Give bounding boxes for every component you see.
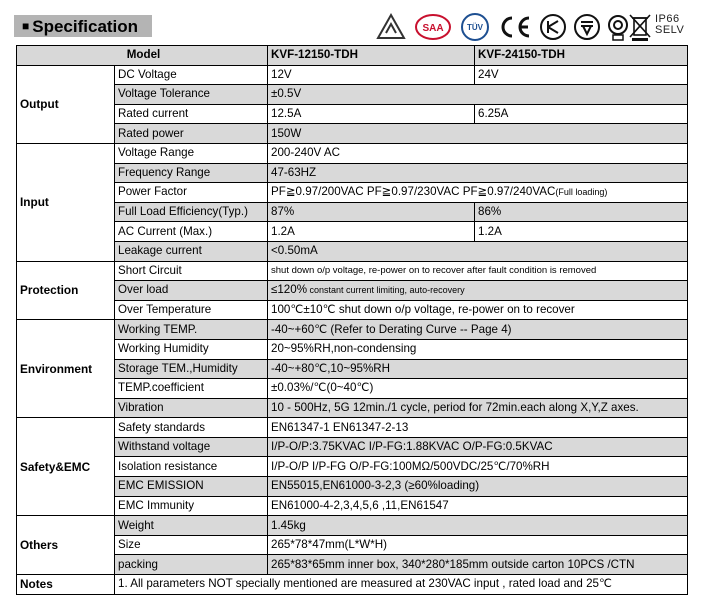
table-row <box>17 575 688 595</box>
bullet-square-icon: ■ <box>22 19 30 33</box>
row-label: EMC Immunity <box>115 496 268 516</box>
row-label: Working TEMP. <box>115 320 268 340</box>
row-label: Voltage Range <box>115 143 268 163</box>
row-value: 1.2A <box>475 222 688 242</box>
row-value: 265*83*65mm inner box, 340*280*185mm outside carton 10PCS /CTN <box>268 555 688 575</box>
row-value: 6.25A <box>475 104 688 124</box>
svg-text:TÜV: TÜV <box>467 23 483 32</box>
row-value: 87% <box>268 202 475 222</box>
group-protection: Protection <box>17 261 115 320</box>
spec-header <box>14 12 692 42</box>
group-output: Output <box>17 65 115 143</box>
row-value: 10 - 500Hz, 5G 12min./1 cycle, period for 72min.each along X,Y,Z axes. <box>268 398 688 418</box>
row-value: EN61000-4-2,3,4,5,6 ,11,EN61547 <box>268 496 688 516</box>
model-b-header: KVF-24150-TDH <box>475 46 688 66</box>
row-value: 265*78*47mm(L*W*H) <box>268 535 688 555</box>
row-value: 150W <box>268 124 688 144</box>
row-value: 47-63HZ <box>268 163 688 183</box>
lamp-circle-icon <box>572 12 602 42</box>
specification-table <box>16 45 688 595</box>
row-label: TEMP.coefficient <box>115 379 268 399</box>
row-value: -40~+80℃,10~95%RH <box>268 359 688 379</box>
group-environment: Environment <box>17 320 115 418</box>
row-value: 1.2A <box>268 222 475 242</box>
row-label: EMC EMISSION <box>115 477 268 497</box>
table-header-row <box>17 46 688 66</box>
group-notes: Notes <box>17 575 115 595</box>
row-value: 24V <box>475 65 688 85</box>
title-bar <box>14 15 152 37</box>
row-label: Rated power <box>115 124 268 144</box>
row-value: 12.5A <box>268 104 475 124</box>
group-input: Input <box>17 143 115 261</box>
row-label: AC Current (Max.) <box>115 222 268 242</box>
table-row <box>17 339 688 359</box>
row-value: 100℃±10℃ shut down o/p voltage, re-power on to recover <box>268 300 688 320</box>
section-title-text: Specification <box>32 17 139 36</box>
svg-text:SAA: SAA <box>422 23 444 34</box>
row-label: Rated current <box>115 104 268 124</box>
row-label: Working Humidity <box>115 339 268 359</box>
table-row <box>17 202 688 222</box>
table-row <box>17 163 688 183</box>
note-text: 1. All parameters NOT specially mentioned are measured at 230VAC input , rated load and 25℃ <box>115 575 688 595</box>
overload-limit: ≤120% <box>271 283 308 297</box>
section-title <box>22 17 138 36</box>
table-row <box>17 555 688 575</box>
row-value: 86% <box>475 202 688 222</box>
table-row <box>17 241 688 261</box>
row-value <box>268 281 688 301</box>
row-value: -40~+60℃ (Refer to Derating Curve -- Page 4) <box>268 320 688 340</box>
row-value: EN61347-1 EN61347-2-13 <box>268 418 688 438</box>
row-value: 200-240V AC <box>268 143 688 163</box>
row-label: Vibration <box>115 398 268 418</box>
row-value: 1.45kg <box>268 516 688 536</box>
table-row <box>17 65 688 85</box>
row-label: Short Circuit <box>115 261 268 281</box>
row-value: EN55015,EN61000-3-2,3 (≥60%loading) <box>268 477 688 497</box>
row-label: Safety standards <box>115 418 268 438</box>
tuv-icon <box>460 12 490 42</box>
table-row <box>17 124 688 144</box>
table-row <box>17 516 688 536</box>
weee-bin-icon <box>627 12 653 42</box>
group-safety-emc: Safety&EMC <box>17 418 115 516</box>
row-label: Leakage current <box>115 241 268 261</box>
row-label: Over Temperature <box>115 300 268 320</box>
table-row <box>17 359 688 379</box>
row-label: Full Load Efficiency(Typ.) <box>115 202 268 222</box>
row-label: Isolation resistance <box>115 457 268 477</box>
model-header: Model <box>17 46 268 66</box>
row-value <box>268 183 688 203</box>
pf-text: PF≧0.97/200VAC PF≧0.97/230VAC PF≧0.97/240VAC <box>271 185 556 199</box>
row-label: Over load <box>115 281 268 301</box>
table-row <box>17 320 688 340</box>
row-label: Frequency Range <box>115 163 268 183</box>
rcm-triangle-icon <box>376 12 406 42</box>
ip-rating <box>655 14 684 36</box>
table-row <box>17 104 688 124</box>
row-value: I/P-O/P I/P-FG O/P-FG:100MΩ/500VDC/25℃/70%RH <box>268 457 688 477</box>
row-label: Weight <box>115 516 268 536</box>
row-label: Power Factor <box>115 183 268 203</box>
table-row <box>17 143 688 163</box>
row-value: 20~95%RH,non-condensing <box>268 339 688 359</box>
table-row <box>17 477 688 497</box>
row-value: ±0.03%/℃(0~40℃) <box>268 379 688 399</box>
table-row <box>17 261 688 281</box>
saa-icon <box>413 12 453 42</box>
table-row <box>17 379 688 399</box>
row-value: shut down o/p voltage, re-power on to recover after fault condition is removed <box>268 261 688 281</box>
table-row <box>17 85 688 105</box>
row-value: 12V <box>268 65 475 85</box>
table-row <box>17 418 688 438</box>
row-label: Size <box>115 535 268 555</box>
ip-rating-text: IP66 <box>655 13 680 25</box>
overload-detail: constant current limiting, auto-recovery <box>307 285 465 296</box>
ce-icon <box>496 12 532 42</box>
row-label: Withstand voltage <box>115 437 268 457</box>
row-label: Voltage Tolerance <box>115 85 268 105</box>
selv-text: SELV <box>655 24 685 36</box>
model-a-header: KVF-12150-TDH <box>268 46 475 66</box>
table-row <box>17 222 688 242</box>
row-label: DC Voltage <box>115 65 268 85</box>
table-row <box>17 183 688 203</box>
group-others: Others <box>17 516 115 575</box>
table-row <box>17 535 688 555</box>
pf-note: (Full loading) <box>555 187 608 198</box>
table-row <box>17 281 688 301</box>
table-row <box>17 437 688 457</box>
table-row <box>17 457 688 477</box>
row-value: I/P-O/P:3.75KVAC I/P-FG:1.88KVAC O/P-FG:0.5KVAC <box>268 437 688 457</box>
row-value: <0.50mA <box>268 241 688 261</box>
row-value: ±0.5V <box>268 85 688 105</box>
table-row <box>17 300 688 320</box>
table-row <box>17 496 688 516</box>
emc-circle-icon <box>538 12 568 42</box>
table-row <box>17 398 688 418</box>
row-label: Storage TEM.,Humidity <box>115 359 268 379</box>
row-label: packing <box>115 555 268 575</box>
